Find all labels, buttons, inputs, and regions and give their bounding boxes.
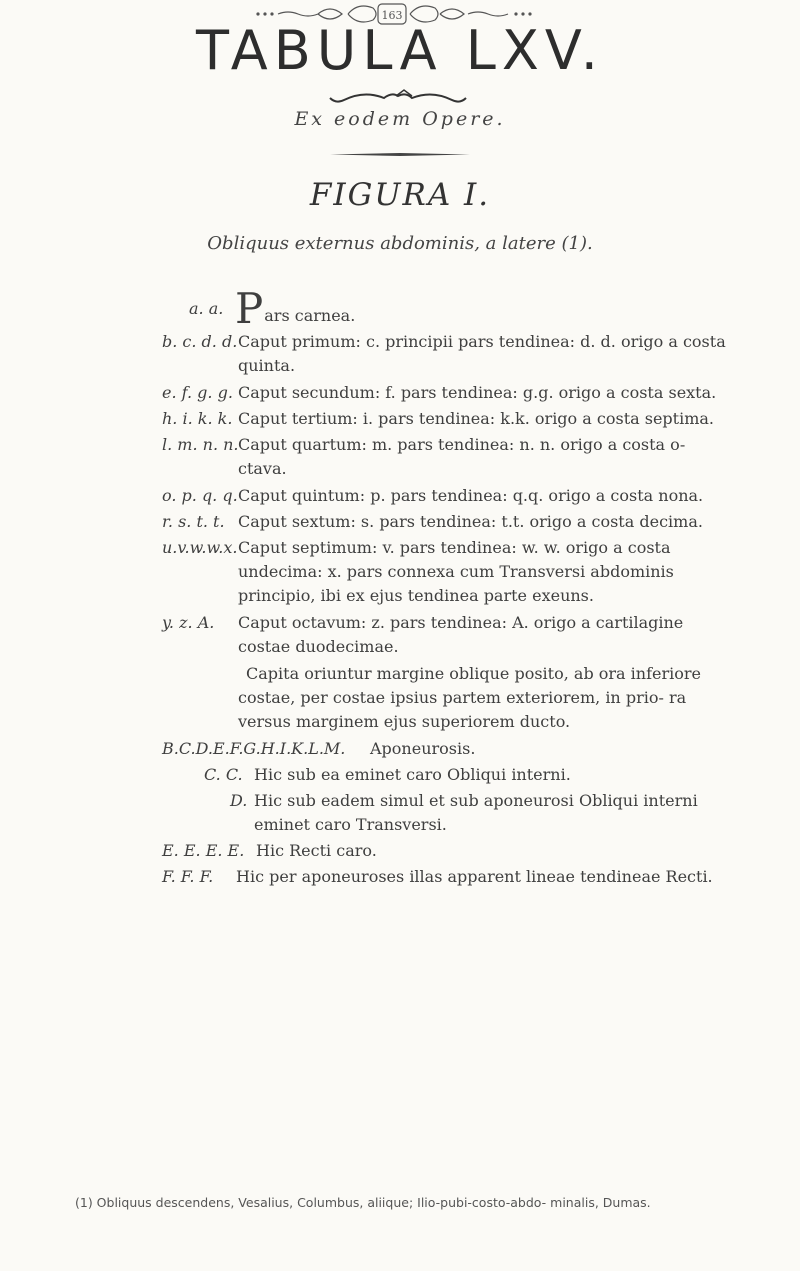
legend-entry (0, 330, 738, 378)
legend-entry (0, 737, 770, 761)
legend-entry (0, 865, 796, 889)
footnote: (1) Obliquus descendens, Vesalius, Columbus, aliique; Ilio-pubi-costo-abdo- minalis, Dumas. (75, 1195, 651, 1210)
legend-entry (0, 381, 768, 405)
entry-text: Hic Recti caro. (256, 841, 377, 860)
entry-label: a. a. (189, 299, 224, 318)
plate-number: 163 (381, 9, 403, 22)
legend-entry (0, 284, 735, 333)
legend-entry (0, 407, 768, 431)
drop-cap: P (235, 284, 264, 333)
figure-subtitle: Obliquus externus abdominis, a latere (1). (207, 233, 593, 254)
entry-text: Hic sub eadem simul et sub aponeurosi Obliqui interni eminet caro Transversi. (254, 791, 698, 834)
legend-entry (0, 763, 754, 787)
entry-text: Caput sextum: s. pars tendinea: t.t. origo a costa decima. (238, 512, 703, 531)
plate-title: TABULA LXV. (196, 19, 604, 82)
legend-entry (0, 510, 768, 534)
entry-text: Caput secundum: f. pars tendinea: g.g. origo a costa sexta. (238, 383, 717, 402)
entry-text: Capita oriuntur margine oblique posito, ab ora inferiore costae, per costae ipsius partem exteriorem, in prio- ra versus marginem ejus superiorem ducto. (238, 664, 701, 731)
legend-entry (0, 789, 754, 837)
entry-text: Caput tertium: i. pars tendinea: k.k. origo a costa septima. (238, 409, 715, 428)
entry-label: C. C. (204, 765, 243, 784)
legend-list (0, 280, 800, 889)
legend-entry (0, 536, 738, 608)
entry-text: Hic per aponeuroses illas apparent lineae tendineae Recti. (236, 867, 713, 886)
entry-label: y. z. A. (162, 613, 215, 632)
entry-text (235, 284, 735, 333)
source-line: Ex eodem Opere. (294, 108, 506, 130)
swash-ornament (326, 86, 476, 106)
entry-text: Caput octavum: z. pars tendinea: A. origo a cartilagine costae duodecimae. (238, 613, 684, 656)
entry-text: Caput primum: c. principii pars tendinea: d. d. origo a costa quinta. (238, 332, 726, 375)
legend-entry (0, 839, 756, 863)
legend-entry (0, 662, 738, 734)
entry-label: h. i. k. k. (162, 409, 233, 428)
entry-label: o. p. q. q. (162, 486, 238, 505)
entry-text: Caput septimum: v. pars tendinea: w. w. origo a costa undecima: x. pars connexa cum Transversi abdominis principio, ibi ex ejus tendinea parte exeuns. (238, 538, 674, 605)
entry-label: r. s. t. t. (162, 512, 225, 531)
entry-label: b. c. d. d. (162, 332, 238, 351)
entry-text: Hic sub ea eminet caro Obliqui interni. (254, 765, 571, 784)
entry-label: B.C.D.E.F.G.H.I.K.L.M. (162, 739, 346, 758)
entry-text: Caput quintum: p. pars tendinea: q.q. origo a costa nona. (238, 486, 704, 505)
figure-heading: FIGURA I. (309, 177, 491, 213)
entry-label: D. (230, 791, 248, 810)
entry-label: e. f. g. g. (162, 383, 233, 402)
legend-entry (0, 433, 738, 481)
entry-label: E. E. E. E. (162, 841, 245, 860)
entry-text-body: ars carnea. (264, 306, 356, 325)
entry-text: Caput quartum: m. pars tendinea: n. n. origo a costa o- ctava. (238, 435, 686, 478)
legend-entry (0, 484, 768, 508)
entry-label: l. m. n. n. (162, 435, 239, 454)
entry-label: F. F. F. (162, 867, 214, 886)
legend-entry (0, 611, 738, 659)
tapered-rule (330, 153, 470, 156)
entry-text: Aponeurosis. (370, 739, 476, 758)
entry-label: u.v.w.w.x. (162, 538, 238, 557)
